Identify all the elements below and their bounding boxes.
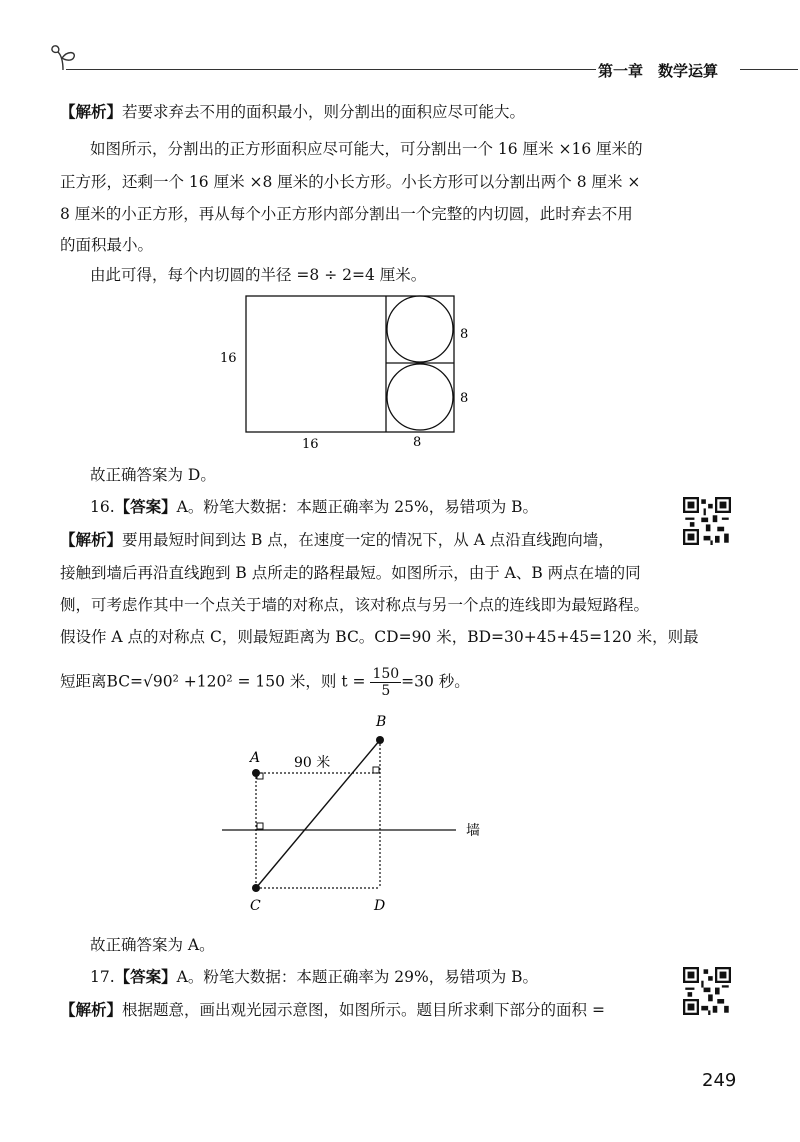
s15-conclusion: 故正确答案为 D。 (90, 466, 216, 484)
s16-conclusion: 故正确答案为 A。 (90, 936, 215, 954)
s16-number: 16. (90, 498, 115, 516)
qr-code-icon[interactable] (683, 497, 731, 545)
s15-line5: 的面积最小。 (60, 236, 154, 254)
s16-text5b: BC=√90² +120² = 150 米，则 t = (106, 672, 366, 691)
analysis-tag: 【解析】 (60, 531, 123, 549)
s16-line5 (60, 666, 660, 699)
chapter-title: 第一章 数学运算 (598, 62, 719, 80)
s15-text1: 若要求弃去不用的面积最小，则分割出的面积应尽可能大。 (122, 103, 526, 121)
fig2-label-wall: 墙 (466, 823, 480, 839)
answer-tag: 【答案】 (114, 968, 177, 986)
fig1-label-bottom-right: 8 (413, 435, 422, 450)
s17-line1 (60, 1000, 660, 1020)
s17-number: 17. (90, 968, 115, 986)
s15-line1 (60, 102, 660, 122)
fig1-label-bottom-left: 16 (302, 437, 319, 452)
fig2-label-90: 90 米 (294, 755, 331, 771)
s16-text5a: 短距离 (60, 672, 107, 691)
figure-square-circles (200, 288, 490, 453)
s15-line6: 由此可得，每个内切圆的半径 =8 ÷ 2=4 厘米。 (90, 266, 427, 284)
s16-text5c: =30 秒。 (401, 672, 470, 691)
s15-line2: 如图所示，分割出的正方形面积应尽可能大，可分割出一个 16 厘米 ×16 厘米的 (90, 140, 643, 158)
analysis-tag: 【解析】 (60, 103, 123, 121)
s16-answer: A。粉笔大数据：本题正确率为 25%，易错项为 B。 (176, 498, 539, 516)
header-rule (66, 69, 596, 70)
page-number: 249 (702, 1070, 737, 1091)
figure-wall-reflection (210, 710, 510, 920)
fig1-label-right-bottom: 8 (460, 391, 469, 406)
fig2-label-A: A (250, 750, 261, 766)
header-rule-right (740, 69, 798, 70)
fig2-label-D: D (374, 898, 386, 914)
fig2-label-C: C (250, 898, 261, 914)
answer-tag: 【答案】 (114, 498, 177, 516)
fraction-numerator: 150 (372, 666, 400, 682)
fig2-label-B: B (376, 714, 387, 730)
s17-text1: 根据题意，画出观光园示意图，如图所示。题目所求剩下部分的面积 = (122, 1001, 605, 1019)
s17-answer: A。粉笔大数据：本题正确率为 29%，易错项为 B。 (176, 968, 539, 986)
fig1-label-left: 16 (220, 351, 237, 366)
s16-line2: 接触到墙后再沿直线跑到 B 点所走的路程最短。如图所示，由于 A、B 两点在墙的同 (60, 564, 641, 582)
fig1-label-right-top: 8 (460, 327, 469, 342)
s17-answer-line (90, 967, 690, 987)
qr-code-icon[interactable] (683, 967, 731, 1015)
s16-answer-line (90, 497, 690, 517)
s15-line3: 正方形，还剩一个 16 厘米 ×8 厘米的小长方形。小长方形可以分割出两个 8 厘米 × (60, 173, 641, 191)
fraction (370, 666, 401, 699)
s15-line4: 8 厘米的小正方形，再从每个小正方形内部分割出一个完整的内切圆，此时弃去不用 (60, 205, 633, 223)
s16-line4: 假设作 A 点的对称点 C，则最短距离为 BC。CD=90 米，BD=30+45+45=120 米，则最 (60, 628, 699, 646)
s16-line1 (60, 530, 660, 550)
analysis-tag: 【解析】 (60, 1001, 123, 1019)
s16-line3: 侧，可考虑作其中一个点关于墙的对称点，该对称点与另一个点的连线即为最短路程。 (60, 596, 650, 614)
fraction-denominator: 5 (381, 683, 391, 699)
sprout-icon (48, 44, 78, 72)
s16-text1: 要用最短时间到达 B 点，在速度一定的情况下，从 A 点沿直线跑向墙， (122, 531, 614, 549)
